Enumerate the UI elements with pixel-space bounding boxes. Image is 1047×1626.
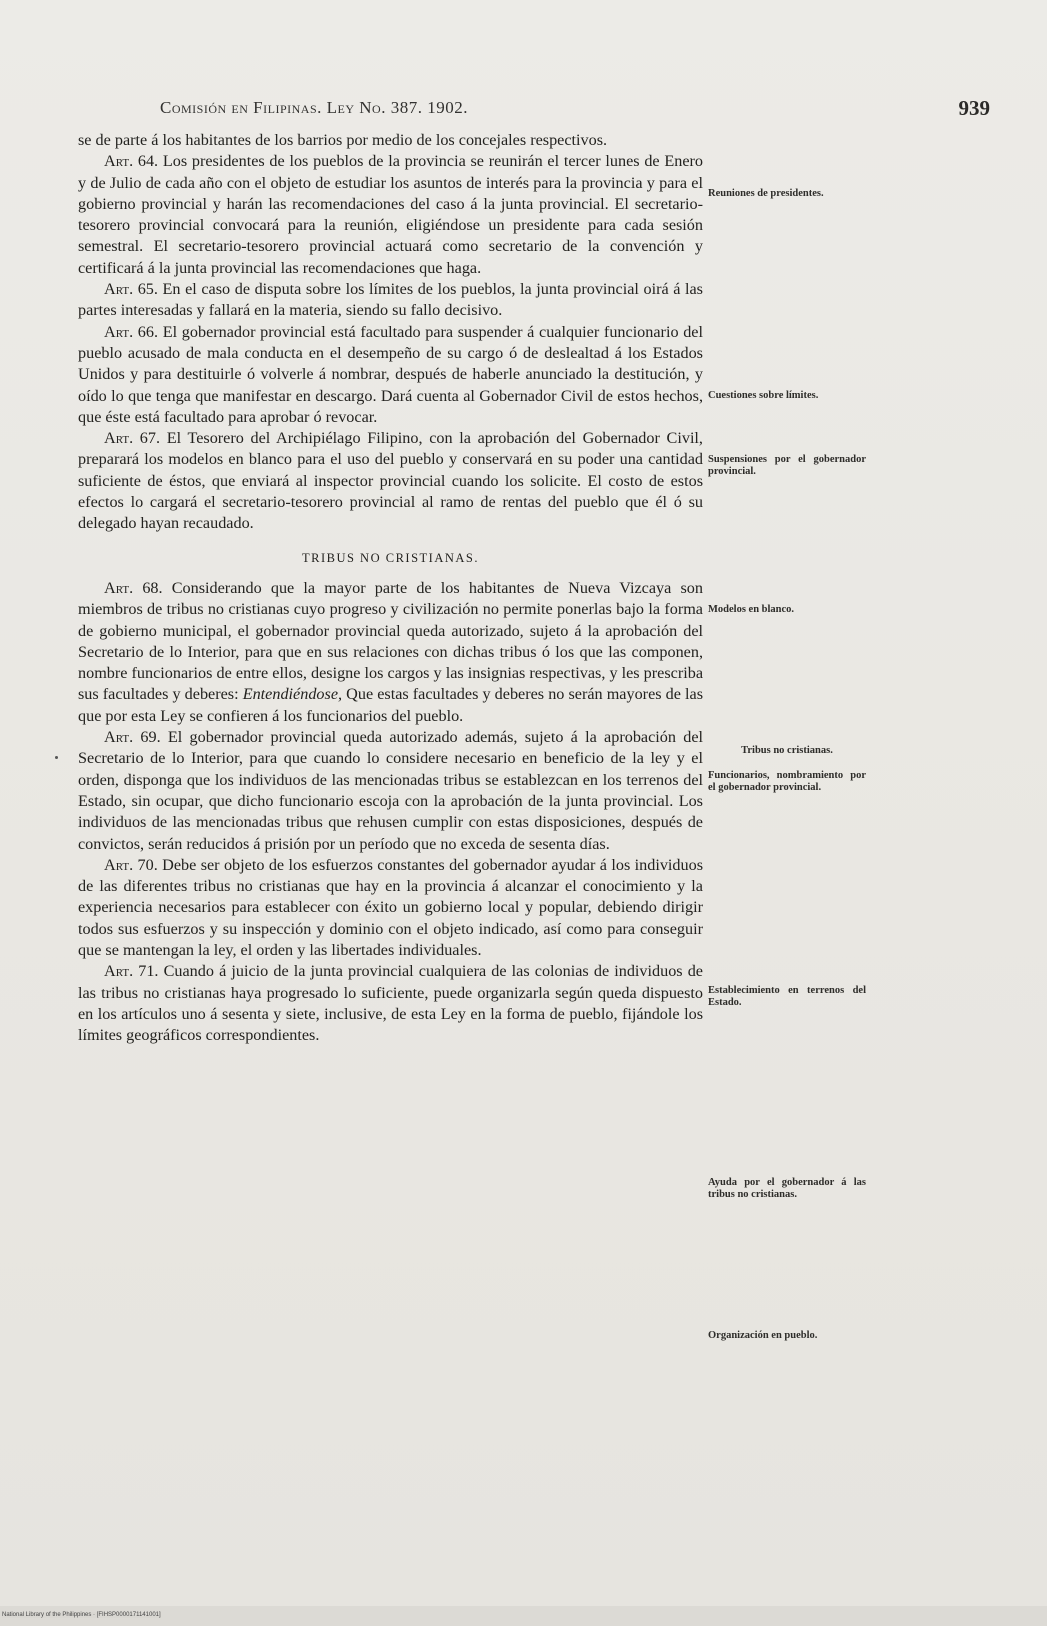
article-label: Art. 68. bbox=[104, 578, 163, 597]
article-label: Art. 69. bbox=[104, 728, 161, 747]
paragraph-continuation: se de parte á los habitantes de los barrios por medio de los concejales respectivos. bbox=[78, 131, 608, 149]
article-text: El Tesorero del Archipiélago Filipino, con la aprobación del Gobernador Civil, preparará los modelos en blanco para el uso del pueblo y conservará en su poder una cantidad suficiente de éstos, que enviará al inspector provincial cuando los solicite. El costo de estos efectos lo cargará el secretario-tesorero provincial al ramo de rentas del pueblo que él ó su delegado hayan recaudado. bbox=[78, 429, 703, 533]
margin-note-ayuda: Ayuda por el gobernador á las tribus no cristianas. bbox=[708, 1177, 866, 1200]
margin-note-establecimiento: Establecimiento en terrenos del Estado. bbox=[708, 985, 866, 1008]
article-65 bbox=[78, 279, 703, 322]
section-heading: TRIBUS NO CRISTIANAS. bbox=[301, 550, 479, 565]
article-label: Art. 66. bbox=[104, 322, 159, 341]
margin-note-funcionarios: Funcionarios, nombramiento por el gobernador provincial. bbox=[708, 770, 866, 793]
article-label: Art. 64. bbox=[104, 152, 159, 171]
margin-note-reuniones: Reuniones de presidentes. bbox=[708, 188, 824, 199]
article-text: El gobernador provincial queda autorizado además, sujeto á la aprobación del Secretario de lo Interior, para que cuando lo considere necesario en beneficio de la ley y el orden, disponga que los individuos de las mencionadas tribus se establezcan en los terrenos del Estado, sin ocupar, que dicho funcionario escoja con la aprobación de la junta provincial. Los individuos de las mencionadas tribus que rehusen cumplir con estas disposiciones, después de convictos, serán reducidos á prisión por un período que no exceda de sesenta días. bbox=[78, 728, 704, 853]
body-text bbox=[78, 130, 703, 1046]
article-64 bbox=[78, 151, 703, 279]
article-text: Cuando á juicio de la junta provincial cualquiera de las colonias de individuos de las tribus no cristianas haya progresado lo suficiente, puede organizarla según queda dispuesto en los artículos uno á sesenta y siete, inclusive, de esta Ley en la forma de pueblo, fijándole los límites geográficos correspondientes. bbox=[78, 962, 703, 1045]
article-label: Art. 65. bbox=[104, 280, 158, 299]
running-title: Comisión en Filipinas. Ley No. 387. 1902. bbox=[160, 98, 468, 117]
article-69 bbox=[78, 727, 703, 855]
article-text: Que estas facultades y deberes no serán mayores de las que por esta Ley se confieren á los funcionarios del pueblo. bbox=[78, 685, 704, 725]
article-text: Los presidentes de los pueblos de la provincia se reunirán el tercer lunes de Enero y de Julio de cada año con el objeto de estudiar los asuntos de interés para la provincia y para el gobierno provincial y harán las recomendaciones del caso á la junta provincial. El secretario-tesorero provincial convocará para la reunión, eligiéndose un presidente para cada sesión semestral. El secretario-tesorero provincial actuará como secretario de la convención y certificará á la junta provincial las recomendaciones que haga. bbox=[78, 152, 703, 277]
article-71 bbox=[78, 961, 703, 1046]
article-68 bbox=[78, 578, 703, 727]
article-label: Art. 70. bbox=[104, 855, 158, 874]
article-label: Art. 67. bbox=[104, 429, 161, 448]
article-70 bbox=[78, 855, 703, 961]
article-text: En el caso de disputa sobre los límites de los pueblos, la junta provincial oirá á las partes interesadas y fallará en la materia, siendo su fallo decisivo. bbox=[78, 280, 703, 320]
margin-note-organizacion: Organización en pueblo. bbox=[708, 1330, 818, 1341]
scan-footer: National Library of the Philippines · [FIHSP0000171141001] bbox=[2, 1612, 161, 1618]
article-text: Debe ser objeto de los esfuerzos constantes del gobernador ayudar á los individuos de las diferentes tribus no cristianas que hay en la provincia á alcanzar el conocimiento y la experiencia necesarios para establecer con éxito un gobierno local y popular, debiendo dirigir todos sus esfuerzos y su inspección y dominio con el objeto indicado, así como para conseguir que se mantengan la ley, el orden y las libertades individuales. bbox=[78, 855, 703, 959]
article-66 bbox=[78, 322, 703, 428]
margin-note-suspensiones: Suspensiones por el gobernador provincial. bbox=[708, 454, 866, 477]
margin-note-tribus: Tribus no cristianas. bbox=[741, 745, 833, 756]
article-text: Considerando que la mayor parte de los habitantes de Nueva Vizcaya son miembros de tribus no cristianas cuyo progreso y civilización no permite ponerlas bajo la forma de gobierno municipal, el gobernador provincial queda autorizado, sujeto á la aprobación del Secretario de lo Interior, para que en sus relaciones con dichas tribus ó los que las componen, nombre funcionarios de entre ellos, designe los cargos y las insignias respectivas, y les prescriba sus facultades y deberes: bbox=[78, 578, 703, 704]
article-label: Art. 71. bbox=[104, 962, 159, 981]
article-italic: Entendiéndose, bbox=[242, 685, 343, 704]
margin-dot-mark bbox=[55, 756, 58, 759]
article-text: El gobernador provincial está facultado para suspender á cualquier funcionario del pueblo acusado de mala conducta en el desempeño de su cargo ó de deslealtad á los Estados Unidos y para destituirle ó volverle á nombrar, después de haberle anunciado la destitución, y oído lo que tenga que manifestar en descargo. Dará cuenta al Gobernador Civil de estos hechos, que éste está facultado para aprobar ó revocar. bbox=[78, 322, 703, 426]
margin-note-modelos: Modelos en blanco. bbox=[708, 604, 795, 615]
page-number: 939 bbox=[958, 96, 990, 120]
margin-note-limites: Cuestiones sobre límites. bbox=[708, 390, 819, 401]
article-67 bbox=[78, 428, 703, 534]
page-header bbox=[160, 98, 990, 124]
